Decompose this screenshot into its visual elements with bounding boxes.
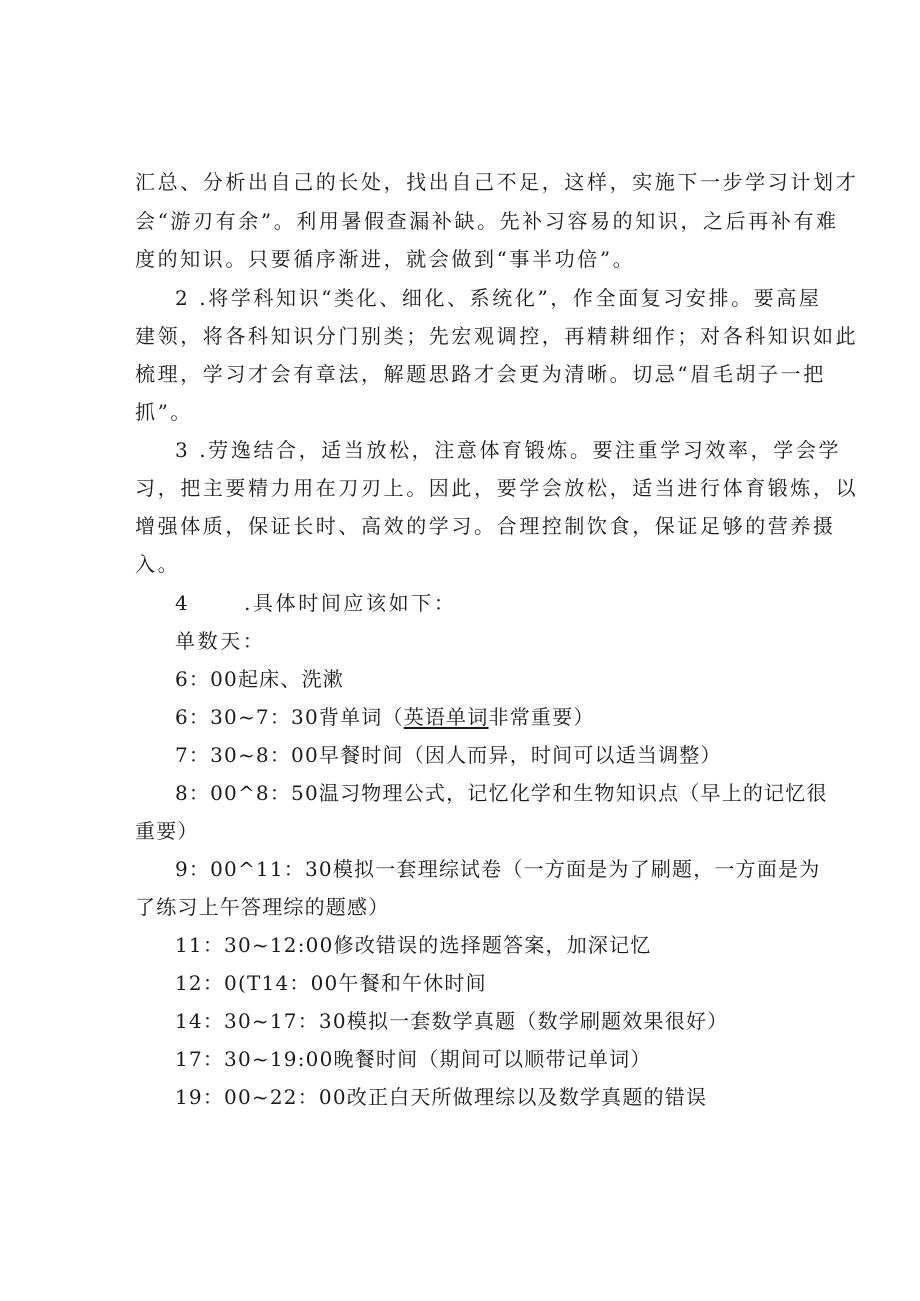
odd-days-label: 单数天： (175, 629, 266, 653)
paragraph-2-line-2: 建领，将各科知识分门别类；先宏观调控，再精耕细作；对各科知识如此 (135, 324, 859, 348)
paragraph-2-line-1: 2 .将学科知识“类化、细化、系统化”，作全面复习安排。要高屋 (175, 286, 822, 310)
paragraph-1-line-1: 汇总、分析出自己的长处，找出自己不足，这样，实施下一步学习计划才 (135, 170, 859, 194)
paragraph-3-line-2: 习，把主要精力用在刀刃上。因此，要学会放松，适当进行体育锻炼，以 (135, 476, 859, 500)
schedule-item-3: 7：30~8：00早餐时间（因人而异，时间可以适当调整） (175, 743, 722, 767)
paragraph-2-line-3: 梳理，学习才会有章法，解题思路才会更为清晰。切忌“眉毛胡子一把 (135, 362, 826, 386)
schedule-item-10: 19：00~22：00改正白天所做理综以及数学真题的错误 (175, 1085, 708, 1109)
paragraph-1-line-3: 度的知识。只要循序渐进，就会做到“事半功倍”。 (135, 247, 636, 271)
schedule-item-6: 11：30~12:00修改错误的选择题答案，加深记忆 (175, 933, 652, 957)
schedule-item-7: 12：0(T14：00午餐和午休时间 (175, 971, 487, 995)
paragraph-3-line-1: 3 .劳逸结合，适当放松，注意体育锻炼。要注重学习效率，学会学 (175, 438, 842, 462)
paragraph-3-line-4: 入。 (135, 552, 181, 576)
paragraph-4-heading: 4 .具体时间应该如下： (175, 591, 457, 615)
schedule-item-4-line-1: 8：00^8：50温习物理公式，记忆化学和生物知识点（早上的记忆很 (175, 781, 828, 805)
schedule-item-4-line-2: 重要） (135, 819, 199, 843)
schedule-item-1: 6：00起床、洗漱 (175, 667, 344, 691)
schedule-item-5-line-2: 了练习上午答理综的题感） (135, 895, 390, 919)
schedule-item-2 (175, 705, 595, 729)
paragraph-1-line-2: 会“游刃有余”。利用暑假查漏补缺。先补习容易的知识，之后再补有难 (135, 209, 839, 233)
paragraph-2-line-4: 抓”。 (135, 400, 194, 424)
paragraph-3-line-3: 增强体质，保证长时、高效的学习。合理控制饮食，保证足够的营养摄 (135, 514, 836, 538)
schedule-item-5-line-1: 9：00^11：30模拟一套理综试卷（一方面是为了刷题，一方面是为 (175, 857, 821, 881)
schedule-item-9: 17：30~19:00晚餐时间（期间可以顺带记单词） (175, 1047, 652, 1071)
schedule-item-2-text-a: 6：30~7：30背单词（ (175, 705, 404, 729)
schedule-item-8: 14：30~17：30模拟一套数学真题（数学刷题效果很好） (175, 1009, 729, 1033)
english-words-link[interactable]: 英语单词 (403, 705, 489, 729)
schedule-item-2-text-b: 非常重要） (488, 705, 595, 729)
